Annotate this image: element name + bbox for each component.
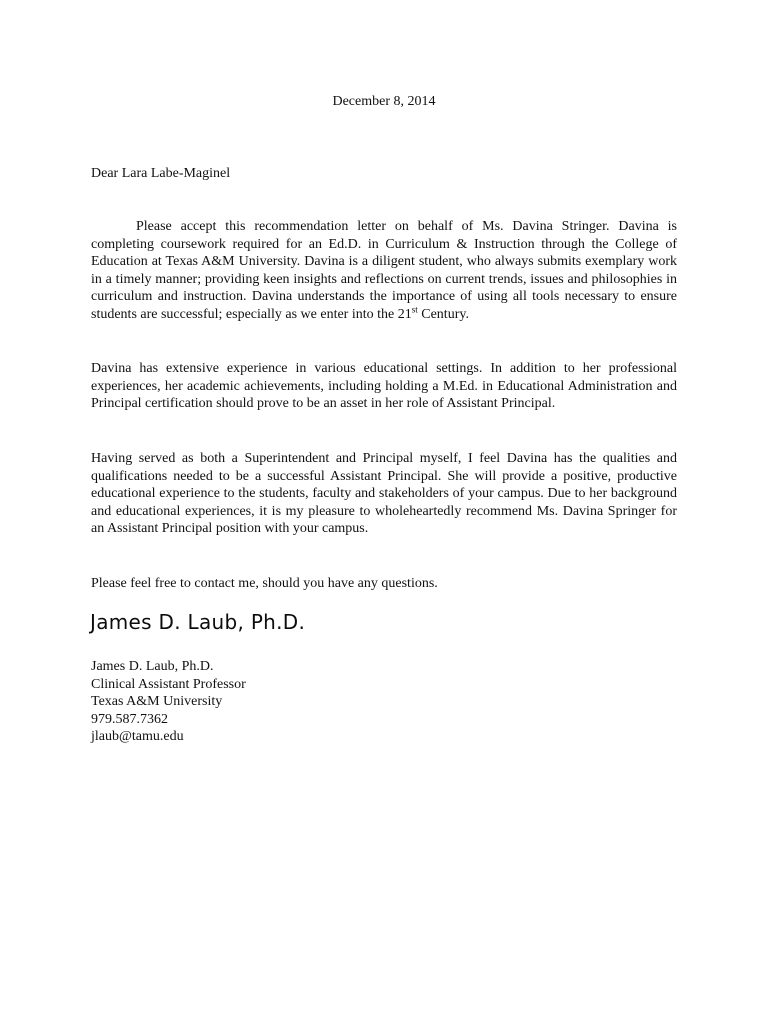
signature-block [91, 658, 246, 746]
salutation: Dear Lara Labe-Maginel [91, 166, 231, 181]
paragraph-1 [91, 218, 677, 324]
signer-institution: Texas A&M University [91, 694, 223, 710]
paragraph-3: Having served as both a Superintendent and Principal myself, I feel Davina has the qualities and qualifications needed to be a successful Assistant Principal. She will provide a positive, productive educational experience to the students, faculty and stakeholders of your campus. Due to her background and educational experiences, it is my pleasure to wholeheartedly recommend Ms. Davina Springer for an Assistant Principal position with your campus. [91, 451, 677, 537]
signer-name: James D. Laub, Ph.D. [91, 659, 214, 674]
signer-email: jlaub@tamu.edu [91, 729, 184, 745]
signer-phone: 979.587.7362 [91, 711, 168, 727]
letter-date: December 8, 2014 [332, 94, 436, 109]
paragraph-1-end: Century. [417, 306, 469, 322]
paragraph-1-text: Please accept this recommendation letter on behalf of Ms. Davina Stringer. Davina is completing coursework required for an Ed.D. in Curriculum & Instruction through the College of Education at Texas A&M University. Davina is a diligent student, who always submits exemplary work in a timely manner; providing keen insights and reflections on current trends, issues and philosophies in curriculum and instruction. Davina understands the importance of using all tools necessary to ensure students are successful; especially as we enter into the 21 [91, 219, 677, 322]
signature: James D. Laub, Ph.D. [90, 610, 306, 634]
closing-line: Please feel free to contact me, should you have any questions. [91, 576, 438, 591]
paragraph-2: Davina has extensive experience in various educational settings. In addition to her professional experiences, her academic achievements, including holding a M.Ed. in Educational Administration and Principal certification should prove to be an asset in her role of Assistant Principal. [91, 361, 677, 412]
signer-title: Clinical Assistant Professor [91, 676, 246, 692]
ordinal-suffix: st [411, 304, 418, 315]
